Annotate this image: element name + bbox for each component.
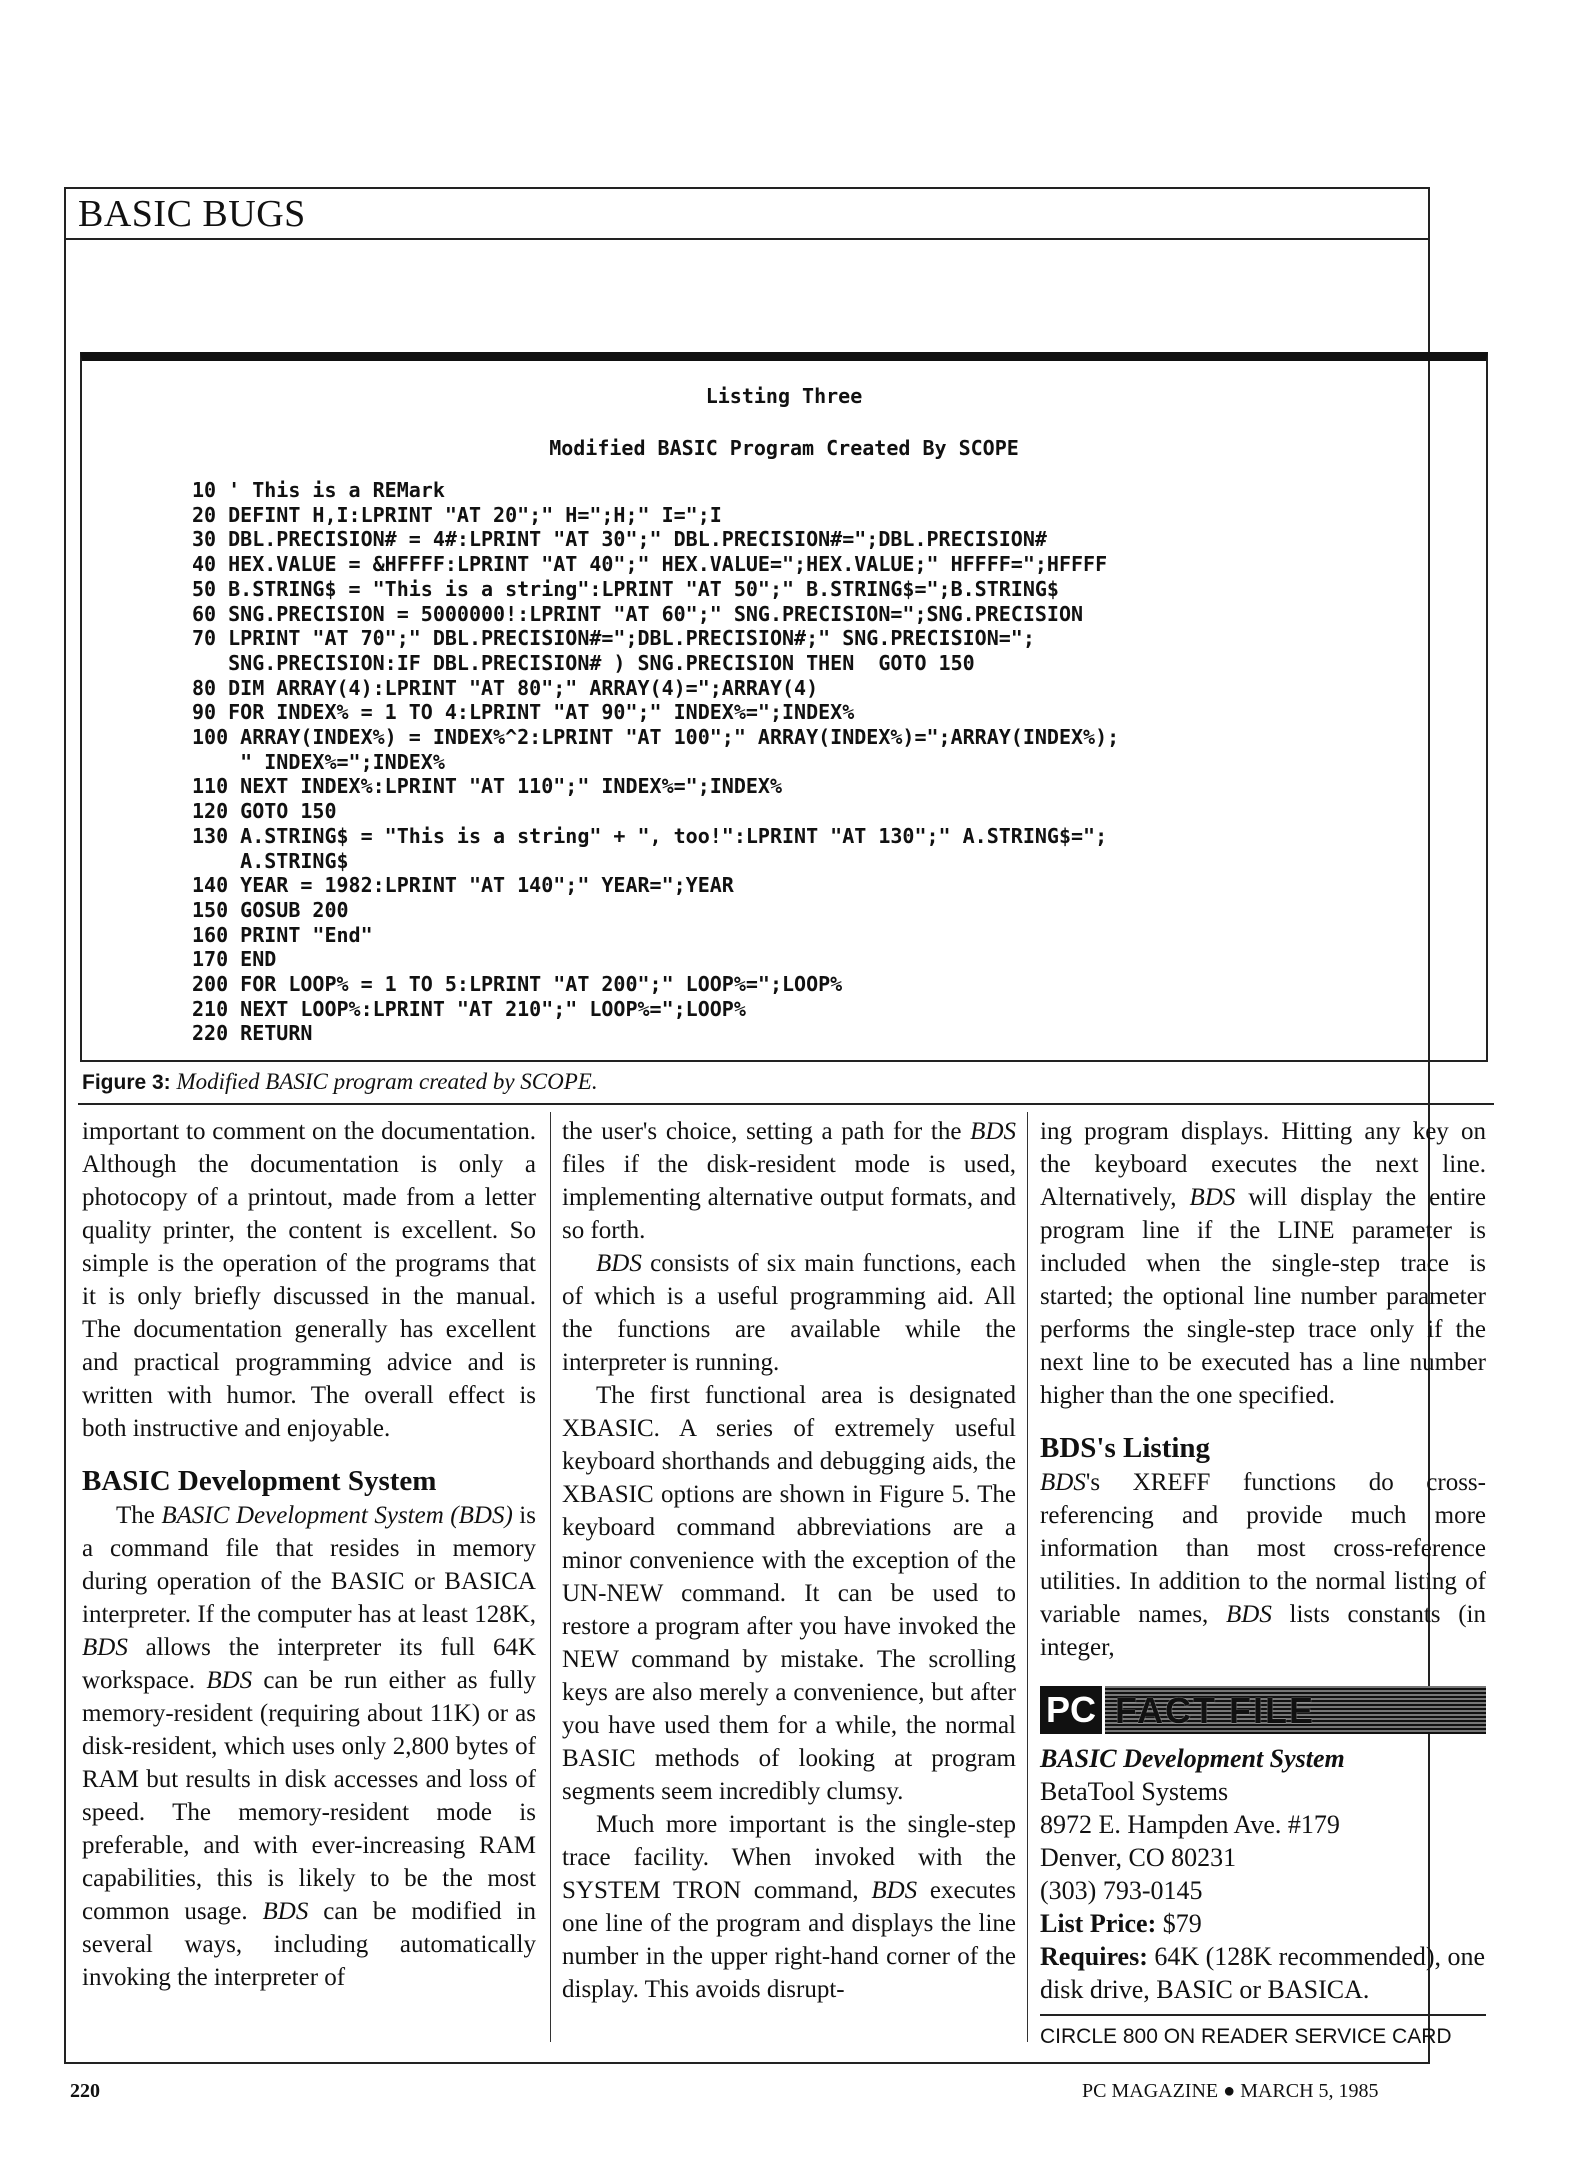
page-number: 220: [70, 2080, 100, 2102]
paragraph: ing program displays. Hitting any key on the keyboard executes the next line. Alternatively, BDS will display the entire program line if the LINE parameter is included when the single-step trace is started; the optional line number parameter performs the single-step trace only if the next line to be executed has a line number higher than the one specified.: [1040, 1118, 1486, 1409]
listing-title: Listing Three: [705, 384, 863, 408]
fact-file-box: [1040, 1686, 1486, 2053]
paragraph: The first functional area is designated XBASIC. A series of extremely useful keyboard shorthands and debugging aids, the XBASIC options are shown in Figure 5. The keyboard command abbreviations are a minor convenience with the exception of the UN-NEW command. It can be used to restore a program after you have invoked the NEW command by mistake. The scrolling keys are also merely a convenience, but after you have used them for a while, the normal BASIC methods of looking at program segments seem incredibly clumsy.: [562, 1382, 1016, 1805]
paragraph: The BASIC Development System (BDS) is a command file that resides in memory during operation of the BASIC or BASICA interpreter. If the computer has at least 128K, BDS allows the interpreter its full 64K workspace. BDS can be run either as fully memory-resident (requiring about 11K) or as disk-resident, which uses only 2,800 bytes of RAM but results in disk accesses and loss of speed. The memory-resident mode is preferable, and with ever-increasing RAM capabilities, this is likely to be the most common usage. BDS can be modified in several ways, including automatically invoking the interpreter of: [82, 1502, 536, 1991]
listing-subtitle: Modified BASIC Program Created By SCOPE: [549, 436, 1019, 460]
paragraph: Much more important is the single-step trace facility. When invoked with the SYSTEM TRON command, BDS executes one line of the program and displays the line number in the upper right-hand corner of the display. This avoids disrupt-: [562, 1811, 1016, 2003]
phone: (303) 793-0145: [1040, 1876, 1203, 1905]
fact-file-title: FACT FILE: [1115, 1689, 1316, 1731]
fact-file-body: [1040, 1742, 1486, 2006]
column-divider: [1027, 1112, 1028, 2042]
magazine-footer: PC MAGAZINE ● MARCH 5, 1985: [1082, 2080, 1379, 2102]
product-name: BASIC Development System: [1040, 1744, 1345, 1773]
pc-logo: PC: [1040, 1686, 1105, 1734]
column-1: [82, 1115, 536, 1994]
fact-file-banner: [1040, 1686, 1486, 1734]
requirements: Requires: 64K (128K recommended), one disk drive, BASIC or BASICA.: [1040, 1942, 1486, 2004]
caption-label: Figure 3:: [82, 1071, 171, 1094]
paragraph: the user's choice, setting a path for the BDS files if the disk-resident mode is used, implementing alternative output formats, and so forth.: [562, 1118, 1016, 1244]
paragraph: BDS's XREFF functions do cross-referencing and provide much more information than most cross-reference utilities. In addition to the normal listing of variable names, BDS lists constants (in integer,: [1040, 1469, 1486, 1661]
address-line: 8972 E. Hampden Ave. #179: [1040, 1810, 1340, 1839]
address-line: Denver, CO 80231: [1040, 1843, 1237, 1872]
column-3: [1040, 1115, 1486, 2053]
column-2: [562, 1115, 1016, 2006]
figure-caption: [82, 1069, 598, 1095]
code-listing: 10 ' This is a REMark 20 DEFINT H,I:LPRINT "AT 20";" H=";H;" I=";I 30 DBL.PRECISION# = 4#:LPRINT "AT 30";" DBL.PRECISION#=";DBL.PRECISION# 40 HEX.VALUE = &HFFFF:LPRINT "AT 40";" HEX.VALUE=";HEX.VALUE;" HFFFF=";HFFFF 50 B.STRING$ = "This is a string":LPRINT "AT 50";" B.STRING$=";B.STRING$ 60 SNG.PRECISION = 5000000!:LPRINT "AT 60";" SNG.PRECISION=";SNG.PRECISION 70 LPRINT "AT 70";" DBL.PRECISION#=";DBL.PRECISION#;" SNG.PRECISION="; SNG.PRECISION:IF DBL.PRECISION# ) SNG.PRECISION THEN GOTO 150 80 DIM ARRAY(4):LPRINT "AT 80";" ARRAY(4)=";ARRAY(4) 90 FOR INDEX% = 1 TO 4:LPRINT "AT 90";" INDEX%=";INDEX% 100 ARRAY(INDEX%) = INDEX%^2:LPRINT "AT 100";" ARRAY(INDEX%)=";ARRAY(INDEX%); " INDEX%=";INDEX% 110 NEXT INDEX%:LPRINT "AT 110";" INDEX%=";INDEX% 120 GOTO 150 130 A.STRING$ = "This is a string" + ", too!":LPRINT "AT 130";" A.STRING$="; A.STRING$ 140 YEAR = 1982:LPRINT "AT 140";" YEAR=";YEAR 150 GOSUB 200 160 PRINT "End" 170 END 200 FOR LOOP% = 1 TO 5:LPRINT "AT 200";" LOOP%=";LOOP% 210 NEXT LOOP%:LPRINT "AT 210";" LOOP%=";LOOP% 220 RETURN: [192, 478, 1120, 1046]
fact-file-rule: [1040, 2014, 1486, 2016]
listing-box: [80, 352, 1488, 1062]
section-heading: BDS's Listing: [1040, 1432, 1211, 1464]
reader-service-line: CIRCLE 800 ON READER SERVICE CARD: [1040, 2025, 1452, 2048]
section-heading: BASIC Development System: [82, 1465, 437, 1497]
caption-text: Modified BASIC program created by SCOPE.: [176, 1069, 598, 1094]
caption-rule: [78, 1103, 1494, 1105]
paragraph: BDS consists of six main functions, each of which is a useful programming aid. All the functions are available while the interpreter is running.: [562, 1250, 1016, 1376]
section-title: BASIC BUGS: [78, 193, 306, 235]
paragraph: important to comment on the documentation. Although the documentation is only a photocopy of a printout, made from a letter quality printer, the content is excellent. So simple is the operation of the programs that it is only briefly discussed in the manual. The documentation generally has excellent and practical programming advice and is written with humor. The overall effect is both instructive and enjoyable.: [82, 1118, 536, 1442]
list-price: List Price: $79: [1040, 1909, 1202, 1938]
company-name: BetaTool Systems: [1040, 1777, 1229, 1806]
column-divider: [550, 1112, 551, 2042]
title-rule: [64, 238, 1430, 240]
